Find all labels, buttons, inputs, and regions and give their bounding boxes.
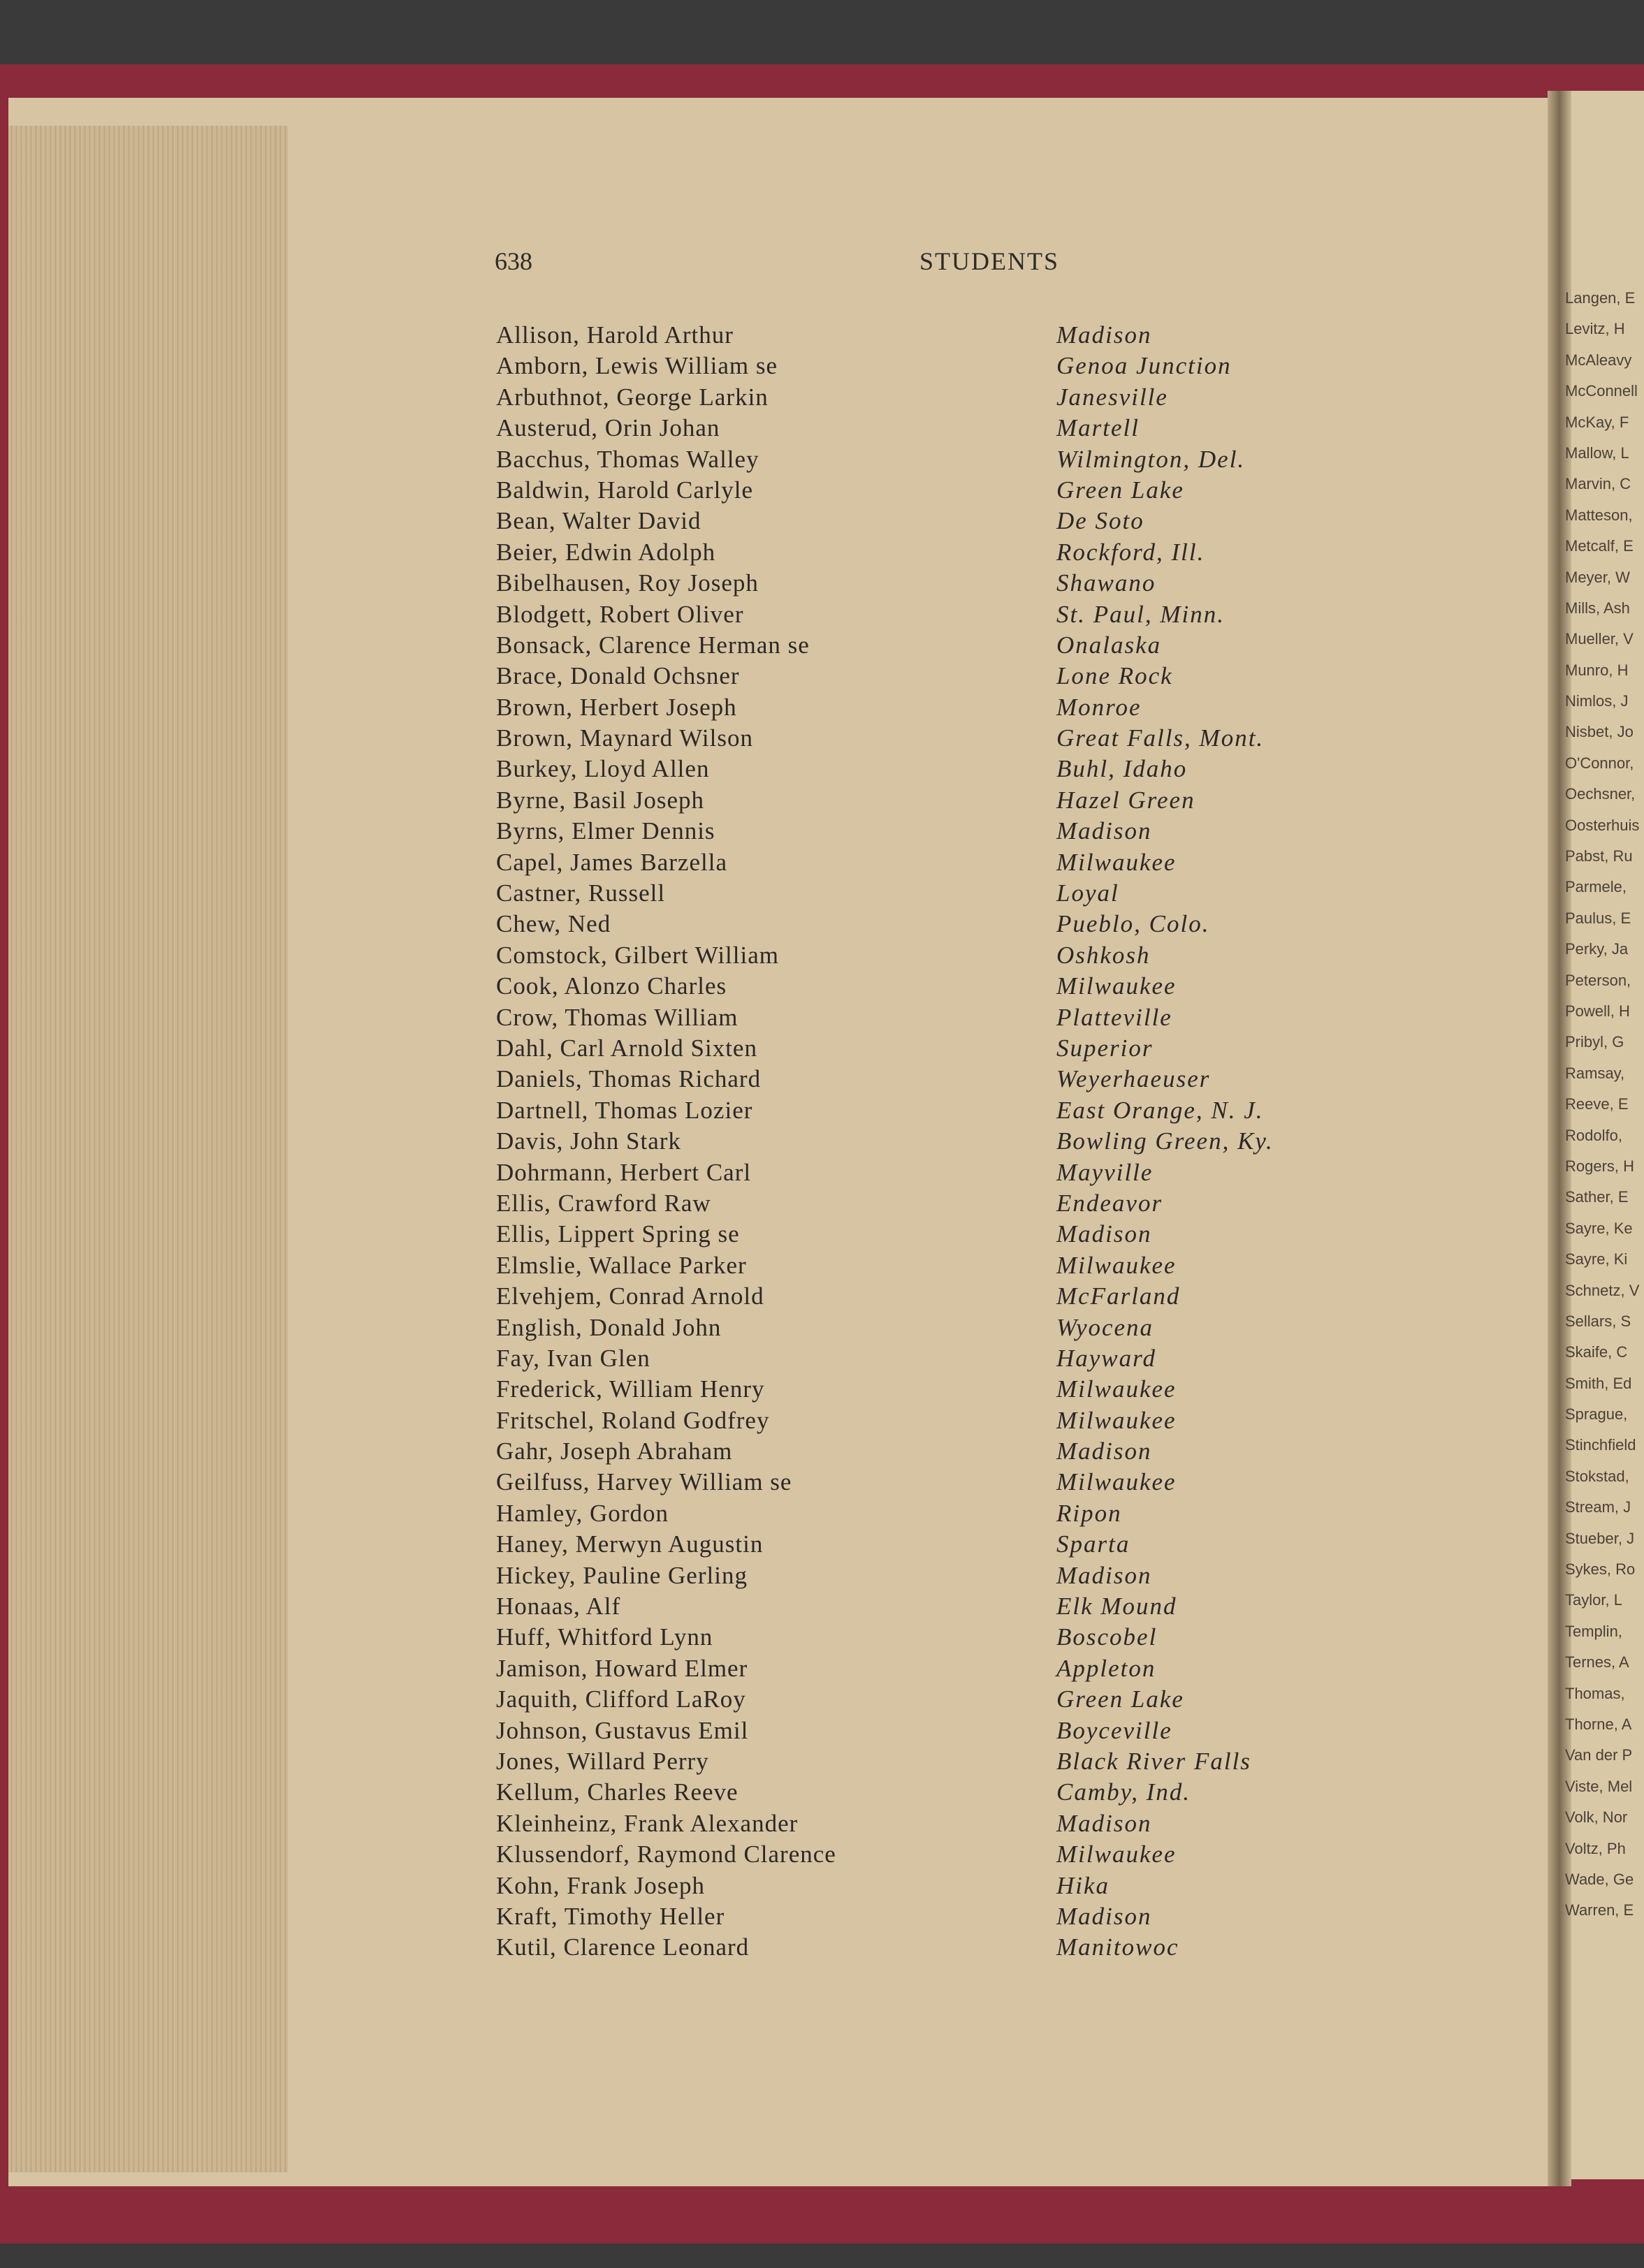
student-name: Hamley, Gordon — [496, 1499, 669, 1527]
list-item — [496, 1220, 1404, 1251]
student-hometown: Madison — [1056, 1561, 1152, 1589]
list-item — [496, 1500, 1404, 1530]
student-name: Capel, James Barzella — [496, 848, 728, 876]
student-name: Castner, Russell — [496, 879, 666, 907]
adjacent-page-line: Levitz, H — [1565, 320, 1625, 338]
list-item — [496, 1933, 1404, 1964]
student-hometown: Monroe — [1056, 693, 1142, 721]
student-name: Elmslie, Wallace Parker — [496, 1251, 747, 1279]
adjacent-page-line: Sellars, S — [1565, 1312, 1631, 1330]
student-hometown: Martell — [1056, 414, 1140, 442]
student-name: Haney, Merwyn Augustin — [496, 1530, 764, 1558]
list-item — [496, 942, 1404, 972]
student-name: Geilfuss, Harvey William se — [496, 1468, 792, 1496]
student-hometown: Buhl, Idaho — [1056, 755, 1188, 783]
list-item — [496, 1623, 1404, 1654]
adjacent-page-line: Perky, Ja — [1565, 940, 1629, 958]
student-hometown: Bowling Green, Ky. — [1056, 1127, 1274, 1155]
adjacent-page-line: Pribyl, G — [1565, 1033, 1624, 1051]
student-hometown: Madison — [1056, 321, 1152, 349]
list-item — [496, 1314, 1404, 1345]
list-item — [496, 414, 1404, 445]
list-item — [496, 755, 1404, 786]
list-item — [496, 383, 1404, 414]
student-name: Dahl, Carl Arnold Sixten — [496, 1034, 757, 1062]
list-item — [496, 507, 1404, 538]
student-list — [496, 321, 1404, 1965]
student-hometown: Hika — [1056, 1871, 1110, 1899]
adjacent-page-line: Taylor, L — [1565, 1591, 1622, 1609]
student-name: Jones, Willard Perry — [496, 1747, 709, 1775]
adjacent-page-line: McAleavy — [1565, 351, 1632, 369]
student-hometown: Elk Mound — [1056, 1593, 1177, 1620]
student-name: Kohn, Frank Joseph — [496, 1871, 705, 1899]
list-item — [496, 972, 1404, 1003]
student-hometown: Lone Rock — [1056, 662, 1173, 690]
student-name: Gahr, Joseph Abraham — [496, 1437, 733, 1465]
adjacent-page-line: O'Connor, — [1565, 754, 1634, 772]
student-name: Arbuthnot, George Larkin — [496, 383, 769, 411]
student-name: Johnson, Gustavus Emil — [496, 1716, 749, 1744]
adjacent-page-line: Sayre, Ki — [1565, 1250, 1628, 1268]
adjacent-page-line: Meyer, W — [1565, 568, 1630, 586]
student-hometown: Shawano — [1056, 569, 1156, 597]
adjacent-page-line: Smith, Ed — [1565, 1374, 1632, 1392]
student-hometown: Ripon — [1056, 1499, 1122, 1527]
student-hometown: Great Falls, Mont. — [1056, 724, 1265, 752]
adjacent-page-line: Volk, Nor — [1565, 1808, 1628, 1827]
adjacent-page-line: Wade, Ge — [1565, 1870, 1634, 1888]
list-item — [496, 1407, 1404, 1437]
adjacent-page-line: Mueller, V — [1565, 630, 1634, 648]
student-hometown: St. Paul, Minn. — [1056, 600, 1225, 628]
adjacent-page-line: Pabst, Ru — [1565, 847, 1633, 865]
student-hometown: Weyerhaeuser — [1056, 1065, 1211, 1093]
adjacent-page-line: Paulus, E — [1565, 909, 1631, 927]
adjacent-page-line: Viste, Mel — [1565, 1777, 1633, 1795]
adjacent-page-line: Metcalf, E — [1565, 537, 1634, 555]
student-hometown: Milwaukee — [1056, 1251, 1177, 1279]
student-hometown: De Soto — [1056, 507, 1144, 535]
adjacent-page-line: Thomas, — [1565, 1684, 1625, 1702]
student-name: Jamison, Howard Elmer — [496, 1654, 748, 1682]
adjacent-page-line: Ramsay, — [1565, 1064, 1625, 1082]
student-name: Kellum, Charles Reeve — [496, 1778, 739, 1806]
adjacent-page-line: Stream, J — [1565, 1498, 1631, 1516]
student-name: Honaas, Alf — [496, 1593, 621, 1620]
student-hometown: Madison — [1056, 1809, 1152, 1837]
student-name: Bibelhausen, Roy Joseph — [496, 569, 759, 597]
list-item — [496, 1282, 1404, 1313]
student-name: Bacchus, Thomas Walley — [496, 445, 759, 473]
list-item — [496, 849, 1404, 879]
adjacent-page-line: Schnetz, V — [1565, 1281, 1640, 1299]
student-name: Bean, Walter David — [496, 507, 701, 535]
list-item — [496, 1190, 1404, 1220]
list-item — [496, 879, 1404, 910]
student-hometown: Green Lake — [1056, 476, 1184, 504]
list-item — [496, 1778, 1404, 1809]
list-item — [496, 662, 1404, 693]
list-item — [496, 601, 1404, 631]
student-hometown: Madison — [1056, 1220, 1152, 1248]
list-item — [496, 1034, 1404, 1065]
adjacent-page-line: Parmele, — [1565, 878, 1627, 896]
list-item — [496, 1065, 1404, 1096]
student-hometown: Oshkosh — [1056, 941, 1151, 969]
student-name: Hickey, Pauline Gerling — [496, 1561, 748, 1589]
list-item — [496, 1841, 1404, 1871]
student-name: Huff, Whitford Lynn — [496, 1623, 713, 1651]
list-item — [496, 1593, 1404, 1623]
student-hometown: Appleton — [1056, 1654, 1156, 1682]
student-hometown: Loyal — [1056, 879, 1119, 907]
adjacent-page-line: Sykes, Ro — [1565, 1560, 1636, 1579]
student-hometown: Rockford, Ill. — [1056, 538, 1205, 566]
list-item — [496, 1810, 1404, 1841]
list-item — [496, 1685, 1404, 1716]
student-hometown: Boyceville — [1056, 1716, 1172, 1744]
adjacent-page-line: Marvin, C — [1565, 475, 1631, 493]
student-hometown: East Orange, N. J. — [1056, 1096, 1264, 1124]
student-name: Dartnell, Thomas Lozier — [496, 1096, 753, 1124]
student-hometown: Green Lake — [1056, 1685, 1184, 1713]
student-name: Beier, Edwin Adolph — [496, 538, 716, 566]
list-item — [496, 1097, 1404, 1127]
list-item — [496, 476, 1404, 507]
student-hometown: Hazel Green — [1056, 786, 1195, 814]
student-name: Amborn, Lewis William se — [496, 352, 778, 380]
student-hometown: Superior — [1056, 1034, 1154, 1062]
student-hometown: Onalaska — [1056, 631, 1162, 659]
student-hometown: Manitowoc — [1056, 1933, 1179, 1961]
student-name: Ellis, Crawford Raw — [496, 1189, 711, 1217]
student-name: Cook, Alonzo Charles — [496, 972, 727, 1000]
student-hometown: Milwaukee — [1056, 848, 1177, 876]
adjacent-page-line: Reeve, E — [1565, 1095, 1629, 1113]
list-item — [496, 539, 1404, 569]
adjacent-page-line: Sayre, Ke — [1565, 1219, 1633, 1237]
student-name: Jaquith, Clifford LaRoy — [496, 1685, 746, 1713]
student-hometown: Sparta — [1056, 1530, 1130, 1558]
student-hometown: Boscobel — [1056, 1623, 1158, 1651]
list-item — [496, 1903, 1404, 1933]
student-hometown: Endeavor — [1056, 1189, 1163, 1217]
adjacent-page-line: Thorne, A — [1565, 1715, 1632, 1733]
student-hometown: Black River Falls — [1056, 1747, 1251, 1775]
list-item — [496, 321, 1404, 352]
adjacent-page-line: Van der P — [1565, 1746, 1633, 1764]
student-name: Kraft, Timothy Heller — [496, 1902, 725, 1930]
student-name: Chew, Ned — [496, 910, 611, 938]
list-item — [496, 631, 1404, 662]
adjacent-page-line: Nimlos, J — [1565, 692, 1629, 710]
student-hometown: Milwaukee — [1056, 1406, 1177, 1434]
adjacent-page-line: McKay, F — [1565, 413, 1629, 431]
student-name: Elvehjem, Conrad Arnold — [496, 1282, 764, 1310]
adjacent-page-text — [1565, 283, 1644, 1926]
list-item — [496, 1872, 1404, 1903]
student-name: Ellis, Lippert Spring se — [496, 1220, 740, 1248]
student-name: Brace, Donald Ochsner — [496, 662, 740, 690]
adjacent-page-line: Sather, E — [1565, 1188, 1629, 1206]
adjacent-page-line: McConnell — [1565, 382, 1638, 400]
student-name: Frederick, William Henry — [496, 1375, 765, 1403]
student-hometown: Milwaukee — [1056, 1841, 1177, 1868]
student-hometown: Mayville — [1056, 1158, 1154, 1186]
adjacent-page-line: Munro, H — [1565, 661, 1629, 679]
list-item — [496, 1468, 1404, 1499]
adjacent-page-line: Peterson, — [1565, 971, 1631, 989]
adjacent-page-line: Mills, Ash — [1565, 599, 1630, 617]
adjacent-page-line: Voltz, Ph — [1565, 1839, 1626, 1857]
student-hometown: Milwaukee — [1056, 1375, 1177, 1403]
student-name: English, Donald John — [496, 1313, 722, 1341]
list-item — [496, 1127, 1404, 1158]
list-item — [496, 569, 1404, 600]
student-hometown: Madison — [1056, 1437, 1152, 1465]
adjacent-page-line: Mallow, L — [1565, 444, 1629, 462]
list-item — [496, 446, 1404, 476]
student-hometown: Camby, Ind. — [1056, 1778, 1191, 1806]
student-name: Davis, John Stark — [496, 1127, 681, 1155]
student-name: Dohrmann, Herbert Carl — [496, 1158, 752, 1186]
list-item — [496, 1530, 1404, 1561]
list-item — [496, 817, 1404, 848]
page-number: 638 — [495, 247, 532, 275]
student-hometown: Wyocena — [1056, 1313, 1154, 1341]
adjacent-page-line: Skaife, C — [1565, 1343, 1628, 1361]
student-name: Kutil, Clarence Leonard — [496, 1933, 750, 1961]
list-item — [496, 1748, 1404, 1778]
student-name: Baldwin, Harold Carlyle — [496, 476, 754, 504]
list-item — [496, 1375, 1404, 1406]
list-item — [496, 1252, 1404, 1282]
student-name: Comstock, Gilbert William — [496, 941, 779, 969]
student-hometown: Janesville — [1056, 383, 1168, 411]
adjacent-page-line: Matteson, — [1565, 506, 1633, 524]
list-item — [496, 1717, 1404, 1748]
list-item — [496, 352, 1404, 383]
adjacent-page-line: Rogers, H — [1565, 1157, 1635, 1175]
adjacent-page-line: Rodolfo, — [1565, 1126, 1622, 1144]
adjacent-page-line: Langen, E — [1565, 289, 1636, 307]
list-item — [496, 1004, 1404, 1034]
student-name: Daniels, Thomas Richard — [496, 1065, 762, 1093]
student-hometown: Madison — [1056, 817, 1152, 845]
list-item — [496, 910, 1404, 941]
adjacent-page-line: Ternes, A — [1565, 1653, 1629, 1671]
student-name: Fay, Ivan Glen — [496, 1344, 650, 1372]
student-hometown: Wilmington, Del. — [1056, 445, 1246, 473]
adjacent-page-line: Oechsner, — [1565, 785, 1636, 803]
student-name: Austerud, Orin Johan — [496, 414, 720, 442]
list-item — [496, 787, 1404, 817]
student-name: Byrns, Elmer Dennis — [496, 817, 715, 845]
list-item — [496, 694, 1404, 724]
student-hometown: Hayward — [1056, 1344, 1156, 1372]
list-item — [496, 1159, 1404, 1190]
student-name: Fritschel, Roland Godfrey — [496, 1406, 770, 1434]
adjacent-page-line: Oosterhuis — [1565, 816, 1640, 834]
list-item — [496, 1562, 1404, 1593]
student-hometown: Milwaukee — [1056, 972, 1177, 1000]
student-name: Allison, Harold Arthur — [496, 321, 734, 349]
page-header — [495, 247, 1096, 288]
student-hometown: Madison — [1056, 1902, 1152, 1930]
student-name: Blodgett, Robert Oliver — [496, 600, 744, 628]
list-item — [496, 1345, 1404, 1375]
page-title: STUDENTS — [919, 247, 1060, 275]
student-name: Byrne, Basil Joseph — [496, 786, 705, 814]
student-name: Kleinheinz, Frank Alexander — [496, 1809, 799, 1837]
adjacent-page-line: Warren, E — [1565, 1901, 1634, 1919]
student-hometown: Milwaukee — [1056, 1468, 1177, 1496]
adjacent-page-line: Stinchfield — [1565, 1436, 1636, 1454]
student-hometown: Platteville — [1056, 1003, 1172, 1031]
adjacent-page-line: Stokstad, — [1565, 1467, 1629, 1485]
adjacent-page-line: Sprague, — [1565, 1405, 1628, 1424]
list-item — [496, 1437, 1404, 1468]
adjacent-page-line: Nisbet, Jo — [1565, 723, 1634, 741]
student-name: Crow, Thomas William — [496, 1003, 739, 1031]
student-name: Klussendorf, Raymond Clarence — [496, 1841, 836, 1868]
student-name: Brown, Herbert Joseph — [496, 693, 737, 721]
adjacent-page-line: Stueber, J — [1565, 1529, 1635, 1547]
list-item — [496, 1655, 1404, 1685]
student-name: Burkey, Lloyd Allen — [496, 755, 710, 783]
list-item — [496, 724, 1404, 755]
adjacent-page-line: Templin, — [1565, 1622, 1622, 1640]
adjacent-page-line: Powell, H — [1565, 1002, 1630, 1020]
student-hometown: Genoa Junction — [1056, 352, 1232, 380]
student-name: Brown, Maynard Wilson — [496, 724, 753, 752]
student-hometown: Pueblo, Colo. — [1056, 910, 1210, 938]
student-hometown: McFarland — [1056, 1282, 1181, 1310]
student-name: Bonsack, Clarence Herman se — [496, 631, 810, 659]
page-edges — [8, 126, 288, 2172]
